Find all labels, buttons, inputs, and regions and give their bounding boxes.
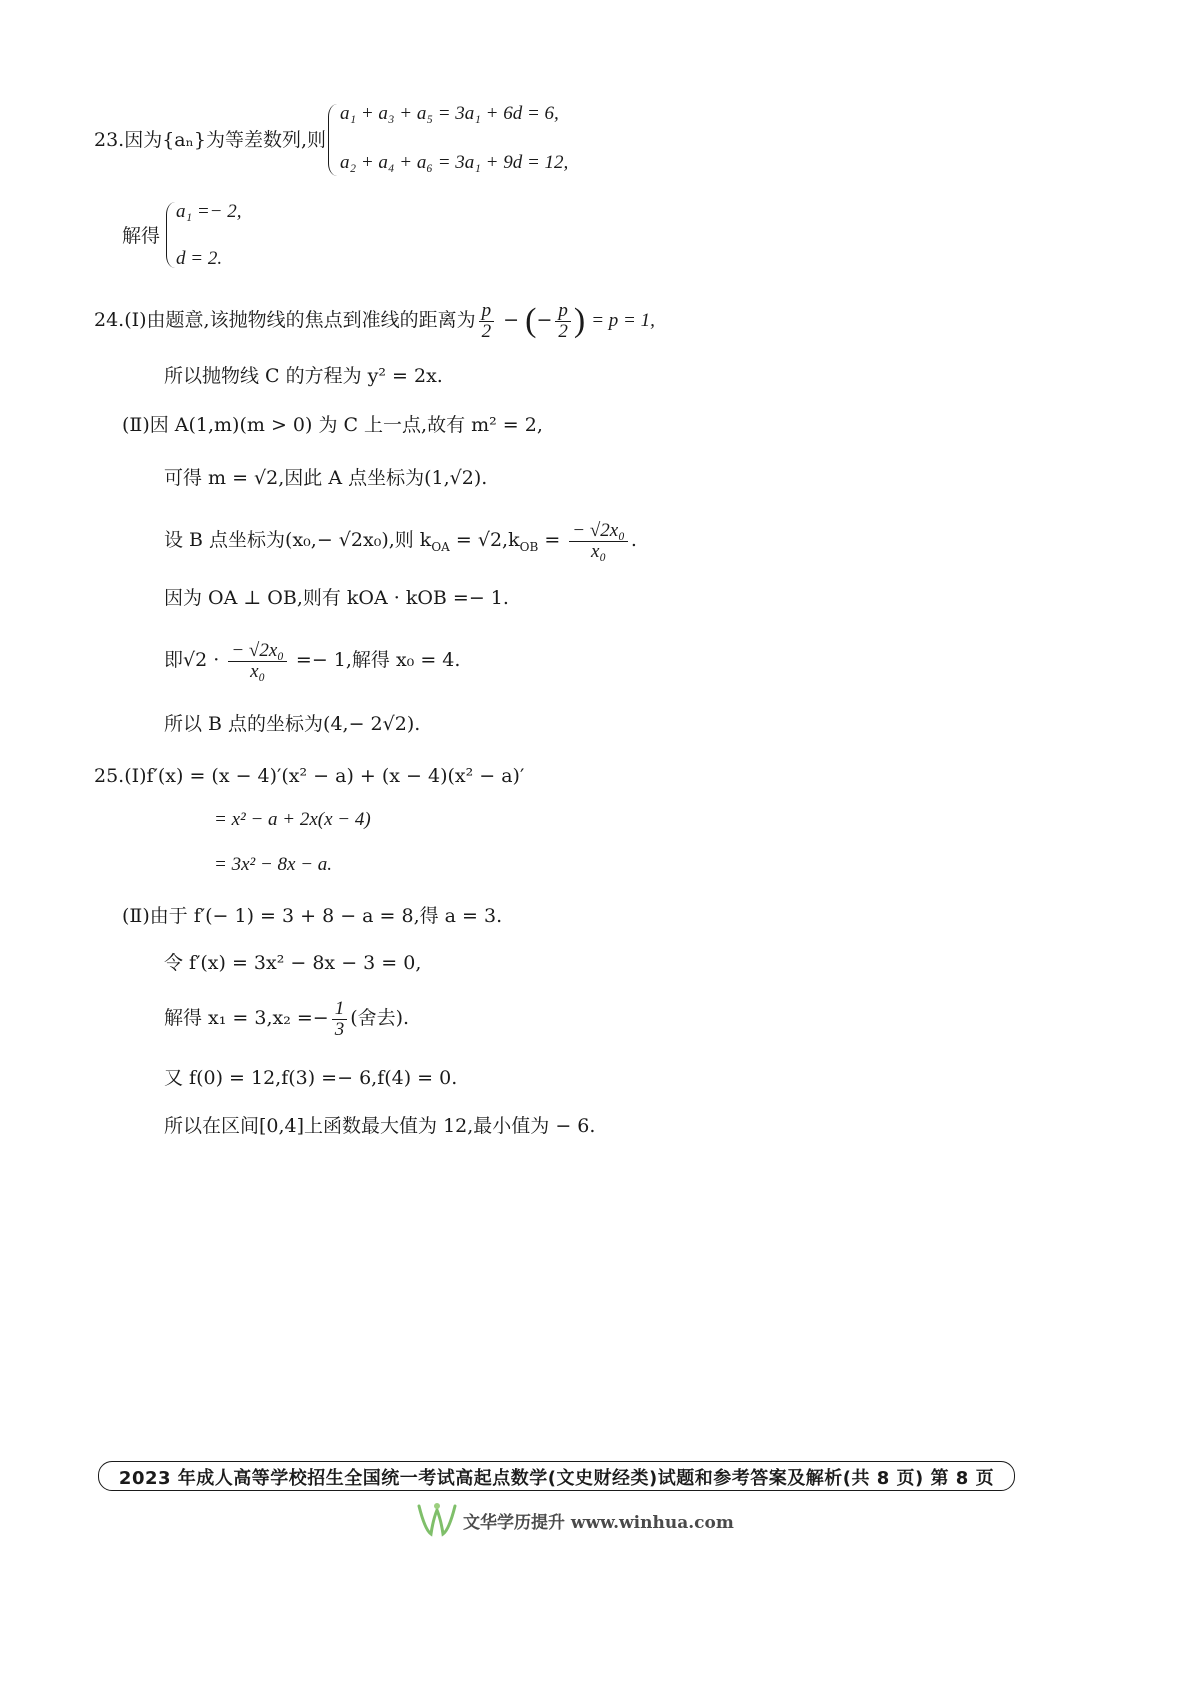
q25-line4: (Ⅱ)由于 f′(− 1) = 3 + 8 − a = 8,得 a = 3. [122,905,503,927]
q24-part1-line2: 所以抛物线 C 的方程为 y² = 2x. [164,365,443,387]
footer-box [98,1461,1015,1491]
q25-line5: 令 f′(x) = 3x² − 8x − 3 = 0, [164,952,422,974]
winhua-logo-icon [415,1500,459,1540]
q23-eq1: a₁ + a₃ + a₅ = 3a₁ + 6d = 6, [340,103,559,124]
q25-line6-frac: $\frac{1}{3}$ [332,999,348,1040]
q25-line8: 所以在区间[0,4]上函数最大值为 12,最小值为 − 6. [164,1115,596,1137]
q25-line3: = 3x² − 8x − a. [214,854,333,875]
q23-brace [328,104,337,176]
q25-line6: 解得 x₁ = 3,x₂ =− $\frac{1}{3}$ (舍去). [164,997,410,1040]
watermark-text: 文华学历提升 www.winhua.com [463,1513,734,1533]
q23-solution-brace [166,202,175,268]
q24-part2-line5: 即√2 · $\frac{\text{− √2x₀}}{\text{x₀}}$ =− 1,解得 x₀ = 4. [164,639,461,682]
q23-sol1: a₁ =− 2, [176,201,242,222]
q24-part2-line1: (Ⅱ)因 A(1,m)(m > 0) 为 C 上一点,故有 m² = 2, [122,414,543,436]
q24-part2-line6: 所以 B 点的坐标为(4,− 2√2). [164,713,421,735]
q25-line7: 又 f(0) = 12,f(3) =− 6,f(4) = 0. [164,1067,458,1089]
q23-sol2: d = 2. [176,248,223,269]
q24-part2-line2: 可得 m = √2,因此 A 点坐标为(1,√2). [164,467,488,489]
q23-solve-label: 解得 [122,225,161,247]
q25-line1: 25.(Ⅰ)f′(x) = (x − 4)′(x² − a) + (x − 4)(x² − a)′ [94,765,525,787]
footer-text: 2023 年成人高等学校招生全国统一考试高起点数学(文史财经类)试题和参考答案及解析(共 8 页) 第 8 页 [118,1468,995,1489]
q24-p2-line5-frac: $\frac{\text{− √2x₀}}{\text{x₀}}$ [228,641,287,682]
q24-p1-frac: $\frac{p}{2}$ [479,301,495,342]
q24-part2-line4: 因为 OA ⊥ OB,则有 kOA · kOB =− 1. [164,587,509,609]
q24-p1-prefix: 24.(Ⅰ)由题意,该抛物线的焦点到准线的距离为 [94,309,476,331]
q23-intro: 23.因为{aₙ}为等差数列,则 [94,129,326,151]
q24-p1-frac2: $\frac{p}{2}$ [555,301,571,342]
q23-eq2: a₂ + a₄ + a₆ = 3a₁ + 9d = 12, [340,152,569,173]
q24-part2-line3: 设 B 点坐标为(x₀,− √2x₀),则 $k_{OA} = √2,k_{OB}$ = $\frac{\text{− √2x₀}}{\text{x₀}}$ . [164,519,637,562]
q25-line2: = x² − a + 2x(x − 4) [214,809,371,830]
q24-part1-line1: 24.(Ⅰ)由题意,该抛物线的焦点到准线的距离为 $\frac{p}{2}$ − (− $\frac{p}{2}$ ) = p = 1, [94,299,655,342]
q24-p2-kob-frac: $\frac{\text{− √2x₀}}{\text{x₀}}$ [569,521,628,562]
